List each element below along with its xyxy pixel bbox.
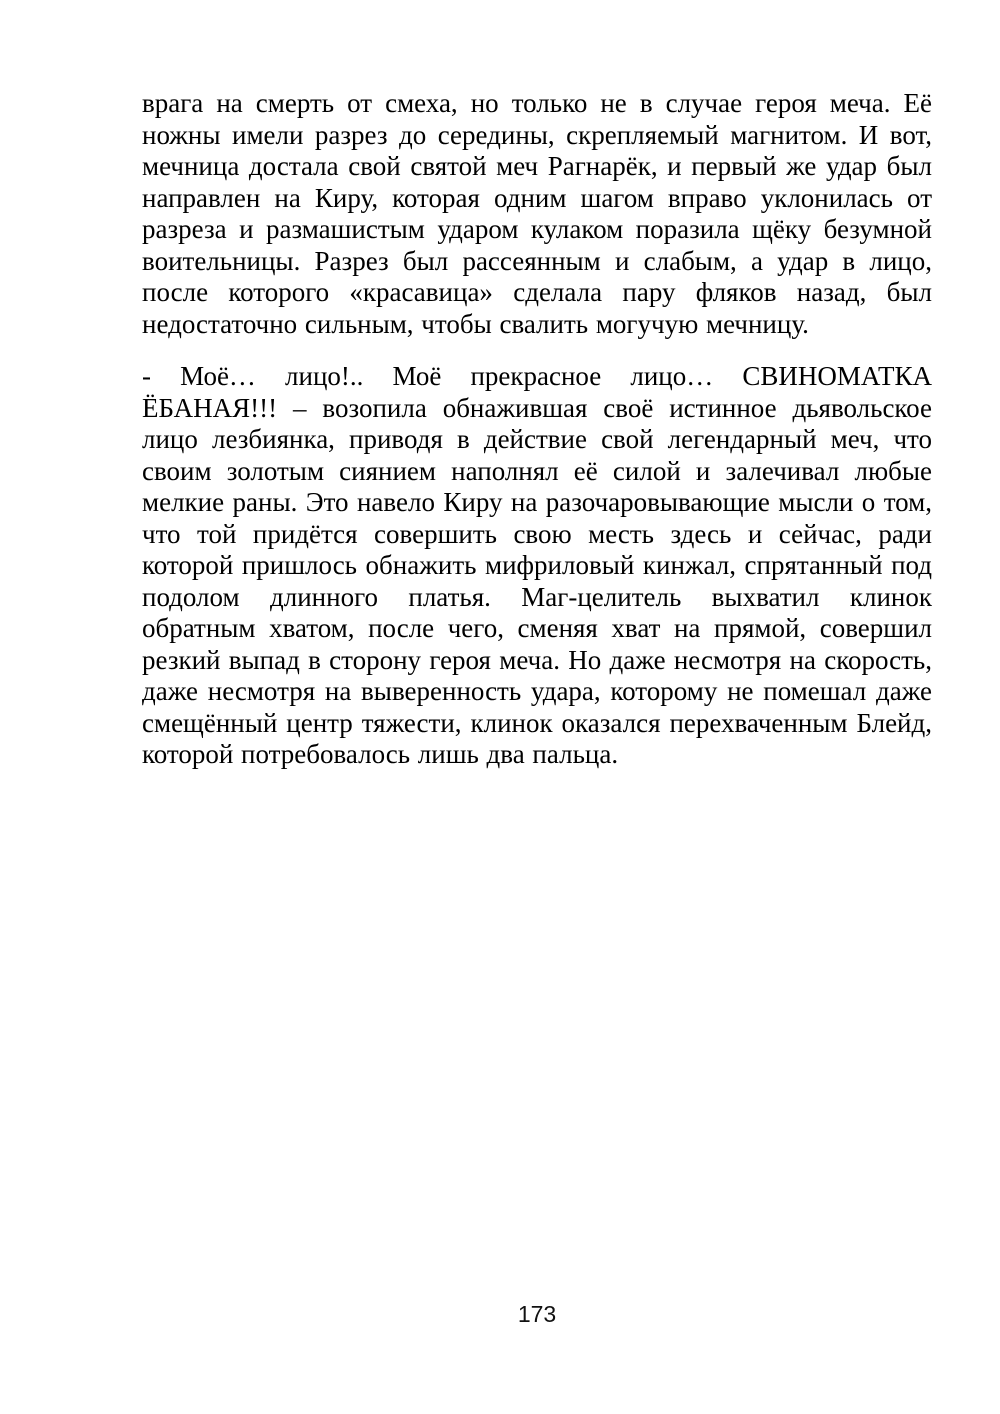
page-number: 173 — [517, 1301, 557, 1327]
text-block — [142, 88, 932, 792]
paragraph: врага на смерть от смеха, но только не в случае героя меча. Её ножны имели разрез до середины, скрепляемый магнитом. И вот, мечница достала свой святой меч Рагнарёк, и первый же удар был направлен на Киру, которая одним шагом вправо уклонилась от разреза и размашистым ударом кулаком поразила щёку безумной воительницы. Разрез был рассеянным и слабым, а удар в лицо, после которого «красавица» сделала пару фляков назад, был недостаточно сильным, чтобы свалить могучую мечницу. — [142, 88, 932, 339]
paragraph: - Моё… лицо!.. Моё прекрасное лицо… СВИНОМАТКА ЁБАНАЯ!!! – возопила обнажившая своё истинное дьявольское лицо лезбиянка, приводя в действие свой легендарный меч, что своим золотым сиянием наполнял её силой и залечивал любые мелкие раны. Это навело Киру на разочаровывающие мысли о том, что той придётся совершить свою месть здесь и сейчас, ради которой пришлось обнажить мифриловый кинжал, спрятанный под подолом длинного платья. Маг-целитель выхватил клинок обратным хватом, после чего, сменяя хват на прямой, совершил резкий выпад в сторону героя меча. Но даже несмотря на скорость, даже несмотря на выверенность удара, которому не помешал даже смещённый центр тяжести, клинок оказался перехваченным Блейд, которой потребовалось лишь два пальца. — [142, 361, 932, 769]
